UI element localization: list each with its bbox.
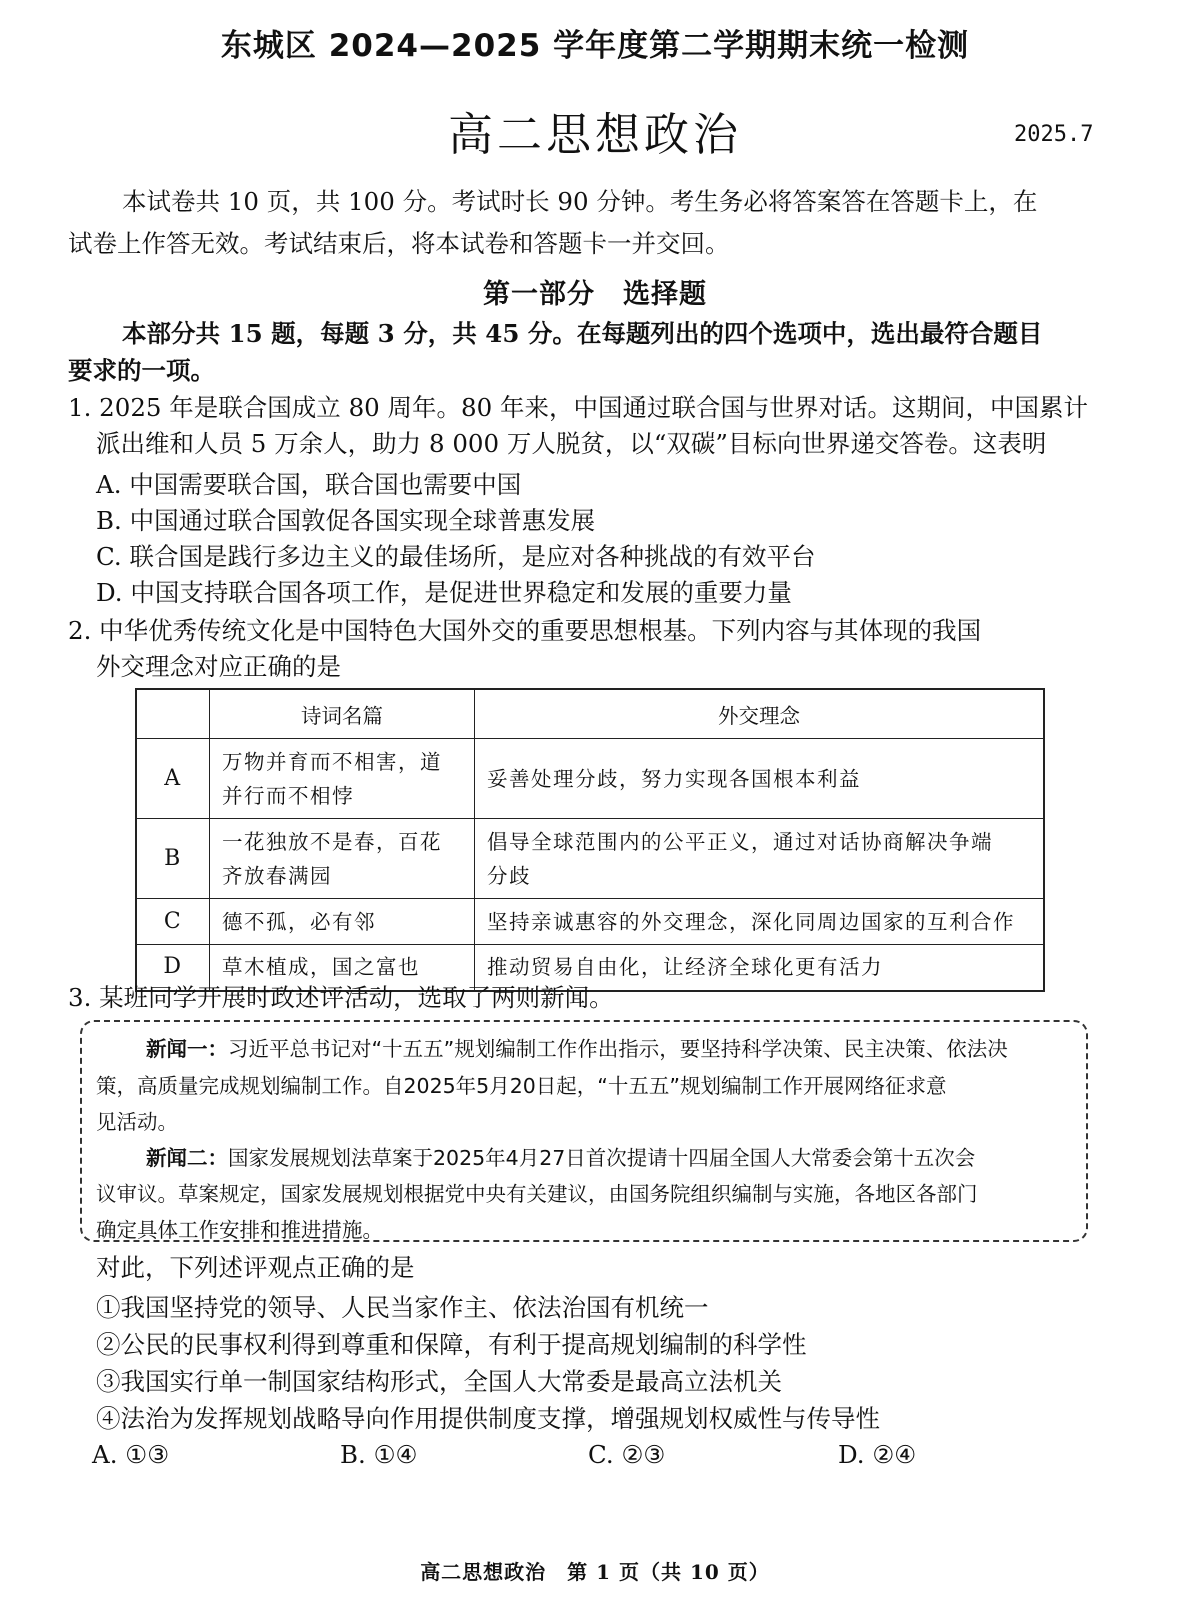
subject-title: 高二思想政治 <box>447 108 742 161</box>
news2-text: 国家发展规划法草案于2025年4月27日首次提请十四届全国人大常委会第十五次会 <box>228 1146 976 1170</box>
news1-line-1 <box>146 1031 1008 1068</box>
q3-choice-a: A. ①③ <box>92 1440 170 1469</box>
exam-title: 东城区 2024—2025 学年度第二学期期末统一检测 <box>220 28 970 64</box>
q2-stem-line-2: 外交理念对应正确的是 <box>96 652 341 681</box>
news1-text: 习近平总书记对“十五五”规划编制工作作出指示，要坚持科学决策、民主决策、依法决 <box>228 1037 1008 1061</box>
q3-choice-d: D. ②④ <box>838 1440 917 1469</box>
part1-desc-line-2: 要求的一项。 <box>68 356 215 385</box>
row-concept: 坚持亲诚惠容的外交理念，深化同周边国家的互利合作 <box>475 899 1045 945</box>
news2-line-1 <box>146 1140 975 1177</box>
q3-choice-b: B. ①④ <box>340 1440 418 1469</box>
row-poem <box>210 819 475 899</box>
q3-statement-1: ①我国坚持党的领导、人民当家作主、依法治国有机统一 <box>96 1293 709 1322</box>
concept-line: 倡导全球范围内的公平正义，通过对话协商解决争端 <box>487 829 993 854</box>
news2-line-3: 确定具体工作安排和推进措施。 <box>96 1218 383 1242</box>
news1-line-2: 策，高质量完成规划编制工作。自2025年5月20日起，“十五五”规划编制工作开展网络征求意 <box>96 1074 947 1098</box>
row-letter: A <box>136 739 210 819</box>
table-row <box>136 819 1044 899</box>
table-row <box>136 899 1044 945</box>
q3-choice-c: C. ②③ <box>588 1440 666 1469</box>
table-row <box>136 739 1044 819</box>
news2-line-2: 议审议。草案规定，国家发展规划根据党中央有关建议，由国务院组织编制与实施，各地区各部门 <box>96 1182 978 1206</box>
q1-stem-line-2: 派出维和人员 5 万余人，助力 8 000 万人脱贫，以“双碳”目标向世界递交答卷。这表明 <box>96 429 1047 458</box>
news1-line-3: 见活动。 <box>96 1110 178 1134</box>
row-letter: C <box>136 899 210 945</box>
q1-option-b: B. 中国通过联合国敦促各国实现全球普惠发展 <box>96 506 596 535</box>
instructions-line-2: 试卷上作答无效。考试结束后，将本试卷和答题卡一并交回。 <box>68 229 730 258</box>
page-footer: 高二思想政治 第 1 页（共 10 页） <box>420 1560 770 1584</box>
poem-line: 并行而不相悖 <box>222 783 354 808</box>
concept-line: 妥善处理分歧，努力实现各国根本利益 <box>487 766 861 791</box>
row-poem: 德不孤，必有邻 <box>210 899 475 945</box>
table-header-poem: 诗词名篇 <box>210 689 475 739</box>
row-letter: D <box>136 945 210 991</box>
news2-label: 新闻二： <box>146 1146 228 1170</box>
part1-title: 第一部分 选择题 <box>483 279 707 310</box>
table-header-concept: 外交理念 <box>475 689 1045 739</box>
part1-desc-line-1: 本部分共 15 题，每题 3 分，共 45 分。在每题列出的四个选项中，选出最符合题目 <box>122 319 1043 348</box>
row-concept <box>475 739 1045 819</box>
q3-statement-4: ④法治为发挥规划战略导向作用提供制度支撑，增强规划权威性与传导性 <box>96 1404 880 1433</box>
q3-stem: 3. 某班同学开展时政述评活动，选取了两则新闻。 <box>68 983 614 1012</box>
q3-question: 对此，下列述评观点正确的是 <box>96 1253 415 1282</box>
instructions-line-1: 本试卷共 10 页，共 100 分。考试时长 90 分钟。考生务必将答案答在答题卡上，在 <box>122 187 1038 216</box>
table-header-row <box>136 689 1044 739</box>
exam-date: 2025.7 <box>1014 122 1094 147</box>
q2-table <box>135 688 1045 992</box>
q3-statement-2: ②公民的民事权利得到尊重和保障，有利于提高规划编制的科学性 <box>96 1330 807 1359</box>
concept-line: 分歧 <box>487 863 531 888</box>
row-concept <box>475 819 1045 899</box>
poem-line: 齐放春满园 <box>222 863 332 888</box>
row-letter: B <box>136 819 210 899</box>
poem-line: 万物并育而不相害，道 <box>222 749 442 774</box>
table-header-letter <box>136 689 210 739</box>
row-poem: 草木植成，国之富也 <box>210 945 475 991</box>
q3-statement-3: ③我国实行单一制国家结构形式，全国人大常委是最高立法机关 <box>96 1367 782 1396</box>
row-concept: 推动贸易自由化，让经济全球化更有活力 <box>475 945 1045 991</box>
news1-label: 新闻一： <box>146 1037 228 1061</box>
poem-line: 一花独放不是春，百花 <box>222 829 442 854</box>
q1-option-a: A. 中国需要联合国，联合国也需要中国 <box>96 470 522 499</box>
q2-stem-line-1: 2. 中华优秀传统文化是中国特色大国外交的重要思想根基。下列内容与其体现的我国 <box>68 616 982 645</box>
q1-option-d: D. 中国支持联合国各项工作，是促进世界稳定和发展的重要力量 <box>96 578 792 607</box>
row-poem <box>210 739 475 819</box>
q1-option-c: C. 联合国是践行多边主义的最佳场所，是应对各种挑战的有效平台 <box>96 542 816 571</box>
q1-stem-line-1: 1. 2025 年是联合国成立 80 周年。80 年来，中国通过联合国与世界对话。这期间，中国累计 <box>68 393 1089 422</box>
